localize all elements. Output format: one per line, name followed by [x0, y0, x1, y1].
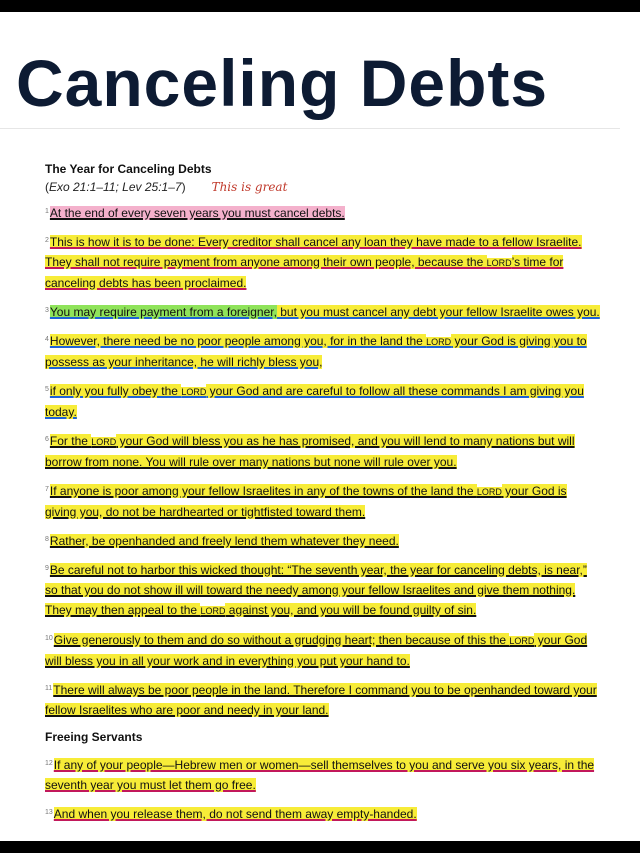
lord-smallcaps: LORD — [509, 636, 535, 646]
verse-text: Be careful not to harbor this wicked thought: “The seventh year, the year for canceling debts, is near,” so that you do not show ill will toward the needy among your fellow Israelites and give them nothing. They may then appeal to the — [45, 563, 587, 617]
verse-9 — [45, 559, 600, 621]
verse-text: your God will bless you as he has promised, and you will lend to many nations but will borrow from none. You will rule over many nations but none will rule over you. — [45, 434, 575, 469]
verse-text: if only you fully obey the — [49, 384, 182, 398]
verse-text: but you must cancel any debt your fellow Israelite owes you. — [276, 305, 600, 319]
verse-number: 2 — [45, 237, 49, 244]
verse-text: ’s time for canceling debts has been proclaimed. — [45, 255, 564, 290]
document-page — [0, 12, 640, 841]
lord-smallcaps: LORD — [486, 258, 512, 268]
passage — [45, 160, 600, 832]
verse-5 — [45, 380, 600, 422]
verse-text: against you, and you will be found guilty of sin. — [225, 603, 477, 617]
verse-number: 1 — [45, 208, 49, 215]
verse-8 — [45, 530, 600, 551]
title-divider — [0, 128, 620, 129]
cross-references: (Exo 21:1–11; Lev 25:1–7) This is great — [45, 180, 288, 194]
verse-number: 3 — [45, 307, 49, 314]
verse-number: 12 — [45, 760, 53, 767]
verse-text: And when you release them, do not send them away empty-handed. — [53, 807, 417, 821]
verse-number: 7 — [45, 486, 49, 493]
lord-smallcaps: LORD — [91, 437, 117, 447]
verse-number: 6 — [45, 436, 49, 443]
verse-text: your God and are careful to follow all these commands I am giving you today. — [45, 384, 584, 419]
verse-1 — [45, 202, 600, 223]
verse-7 — [45, 480, 600, 522]
verse-text: However, there need be no poor people among you, for in the land the — [49, 334, 427, 348]
verse-text: If any of your people—Hebrew men or women—sell themselves to you and serve you six years, in the seventh year you must let them go free. — [45, 758, 595, 792]
verse-text: There will always be poor people in the land. Therefore I command you to be openhanded toward your fellow Israelites who are poor and needy in your land. — [45, 683, 597, 717]
verse-text: This is how it is to be done: Every creditor shall cancel any loan they have made to a fellow Israelite. They shall not require payment from anyone among their own people, because the — [45, 235, 582, 269]
verse-number: 4 — [45, 336, 49, 343]
verse-text: Rather, be openhanded and freely lend them whatever they need. — [49, 534, 399, 548]
lord-smallcaps: LORD — [200, 606, 226, 616]
verse-text: your God will bless you in all your work and in everything you put your hand to. — [45, 633, 588, 668]
verse-number: 11 — [45, 685, 53, 692]
verse-6 — [45, 430, 600, 472]
verse-text: Give generously to them and do so without a grudging heart; then because of this the — [53, 633, 510, 647]
verse-number: 13 — [45, 809, 53, 816]
verse-4 — [45, 330, 600, 372]
lord-smallcaps: LORD — [476, 487, 502, 497]
verse-13 — [45, 803, 600, 824]
page-title: Canceling Debts — [16, 46, 549, 120]
lord-smallcaps: LORD — [181, 387, 207, 397]
verse-text: your God is giving you, do not be hardhearted or tightfisted toward them. — [45, 484, 567, 519]
section-heading: Freeing Servants — [45, 730, 143, 744]
verse-12 — [45, 754, 600, 795]
verse-text: your God is giving you to possess as your inheritance, he will richly bless you, — [45, 334, 587, 369]
verse-text: You may require payment from a foreigner, — [49, 305, 277, 319]
verse-11 — [45, 679, 600, 720]
verse-number: 9 — [45, 565, 49, 572]
lord-smallcaps: LORD — [426, 337, 452, 347]
verse-3 — [45, 301, 600, 322]
handwritten-note: This is great — [211, 180, 288, 194]
verse-text: For the — [49, 434, 92, 448]
verse-10 — [45, 629, 600, 671]
verse-2 — [45, 231, 600, 293]
section-heading: The Year for Canceling Debts — [45, 162, 212, 176]
verse-text: If anyone is poor among your fellow Israelites in any of the towns of the land the — [49, 484, 477, 498]
verse-number: 8 — [45, 536, 49, 543]
verse-number: 10 — [45, 635, 53, 642]
verse-text: At the end of every seven years you must cancel debts. — [49, 206, 345, 220]
reference-links[interactable]: Exo 21:1–11; Lev 25:1–7 — [49, 180, 182, 194]
verse-number: 5 — [45, 386, 49, 393]
